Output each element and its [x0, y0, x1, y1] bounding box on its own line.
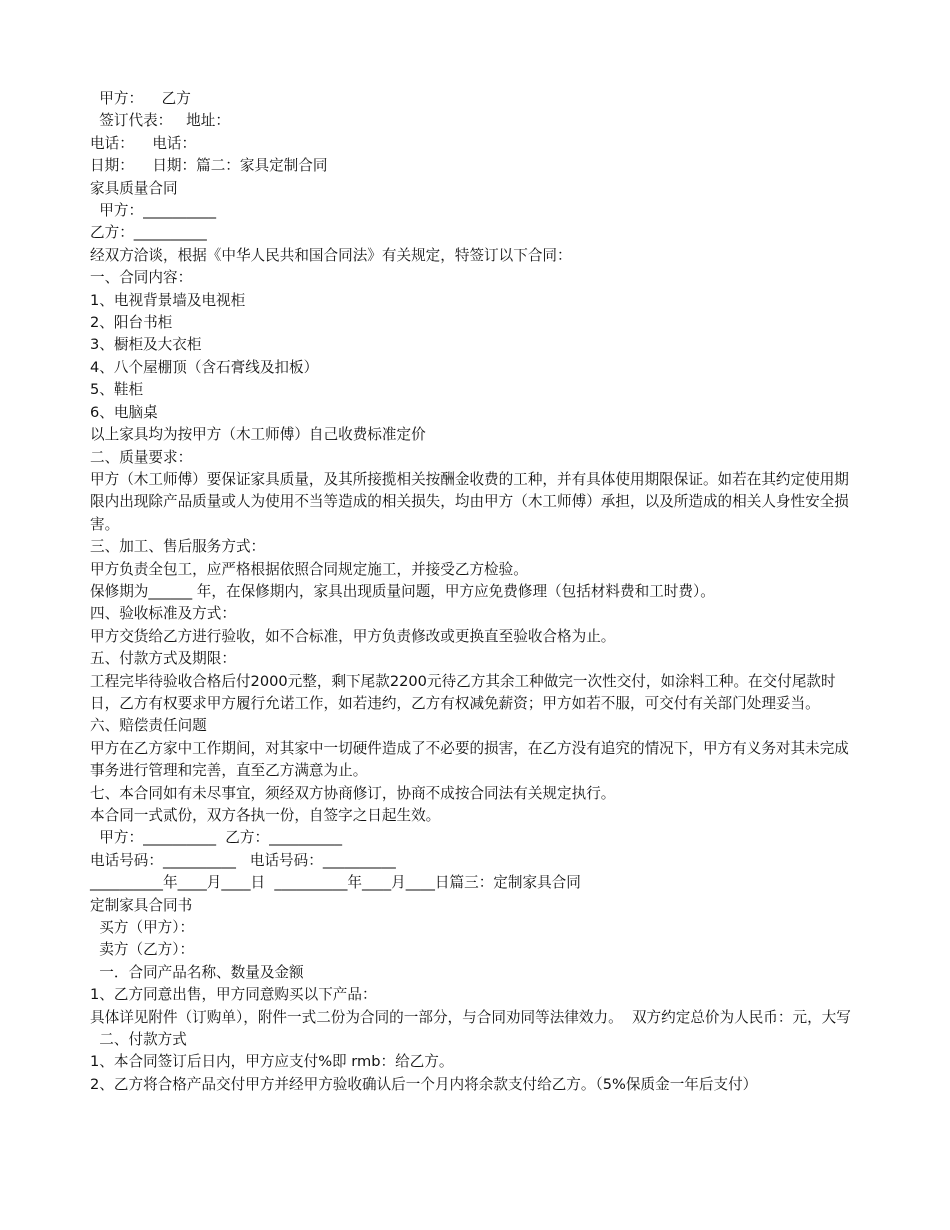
paragraph: 甲方在乙方家中工作期间，对其家中一切硬件造成了不必要的损害，在乙方没有追究的情况下，甲方有义务对其未完成事务进行管理和完善，直至乙方满意为止。: [90, 739, 849, 780]
paragraph: 甲方（木工师傅）要保证家具质量，及其所接揽相关按酬金收费的工种，并有具体使用期限保证。如若在其约定使用期限内出现除产品质量或人为使用不当等造成的相关损失，均由甲方（木工师傅）承担，以及所造成的相关人身性安全损害。: [90, 470, 849, 533]
paragraph: 保修期为______ 年，在保修期内，家具出现质量问题，甲方应免费修理（包括材料费和工时费）。: [90, 582, 715, 600]
list-item: 1、乙方同意出售，甲方同意购买以下产品：: [90, 986, 377, 1004]
paragraph: 甲方负责全包工，应严格根据依照合同规定施工，并接受乙方检验。: [90, 560, 528, 578]
list-item: 5、鞋柜: [90, 381, 144, 399]
text-line: 甲方： 乙方: [90, 90, 191, 107]
section-heading: 一、合同内容：: [90, 269, 193, 287]
list-item: 2、乙方将合格产品交付甲方并经甲方验收确认后一个月内将余款支付给乙方。（5%保质金一年后支付）: [90, 1075, 758, 1093]
text-line: 甲方：__________: [90, 202, 217, 220]
text-line: 买方（甲方）：: [90, 919, 195, 937]
section-heading: 五、付款方式及期限：: [90, 650, 236, 668]
text-line: 乙方：__________: [90, 224, 207, 242]
paragraph: 本合同一式贰份，双方各执一份，自签字之日起生效。: [90, 807, 441, 824]
list-item: 1、本合同签订后日内，甲方应支付%即 rmb：给乙方。: [90, 1053, 454, 1071]
text-line: 以上家具均为按甲方（木工师傅）自己收费标准定价: [90, 426, 426, 444]
section-title: 家具质量合同: [90, 179, 178, 197]
text-line: 签订代表： 地址：: [90, 112, 230, 130]
document-body: [90, 88, 860, 1096]
list-item: 2、阳台书柜: [90, 314, 173, 332]
text-line: 经双方洽谈，根据《中华人民共和国合同法》有关规定，特签订以下合同：: [90, 246, 572, 264]
signature-line: 甲方：__________ 乙方：__________: [90, 829, 343, 847]
text-line: 日期： 日期：篇二：家具定制合同: [90, 157, 328, 175]
section-heading: 四、验收标准及方式：: [90, 605, 236, 623]
list-item: 4、八个屋棚顶（含石膏线及扣板）: [90, 358, 319, 376]
section-heading: 一．合同产品名称、数量及金额: [90, 963, 304, 981]
section-heading: 六、赔偿责任问题: [90, 717, 207, 735]
section-title: 定制家具合同书: [90, 896, 193, 914]
section-heading: 二、质量要求：: [90, 448, 193, 466]
list-item: 3、橱柜及大衣柜: [90, 336, 202, 354]
text-line: 电话： 电话：: [90, 134, 197, 152]
paragraph: 工程完毕待验收合格后付2000元整，剩下尾款2200元待乙方其余工种做完一次性交付，如涂料工种。在交付尾款时日，乙方有权要求甲方履行允诺工作，如若违约，乙方有权减免薪资；甲方如若不服，可交付有关部门处理妥当。: [90, 672, 836, 712]
signature-line: 电话号码：__________ 电话号码：__________: [90, 851, 396, 869]
paragraph: 甲方交货给乙方进行验收，如不合标准，甲方负责修改或更换直至验收合格为止。: [90, 627, 616, 645]
section-heading: 三、加工、售后服务方式：: [90, 538, 266, 556]
section-heading: 二、付款方式: [90, 1031, 187, 1049]
text-line: 卖方（乙方）：: [90, 941, 195, 959]
paragraph: 具体详见附件（订购单），附件一式二份为合同的一部分，与合同劝同等法律效力。 双方约定总价为人民币：元，大写: [90, 1008, 851, 1026]
list-item: 6、电脑桌: [90, 403, 158, 421]
paragraph: 七、本合同如有未尽事宜，须经双方协商修订，协商不成按合同法有关规定执行。: [90, 784, 616, 802]
list-item: 1、电视背景墙及电视柜: [90, 291, 246, 309]
date-line: __________年____月____日 __________年____月____日篇三：定制家具合同: [90, 874, 581, 892]
